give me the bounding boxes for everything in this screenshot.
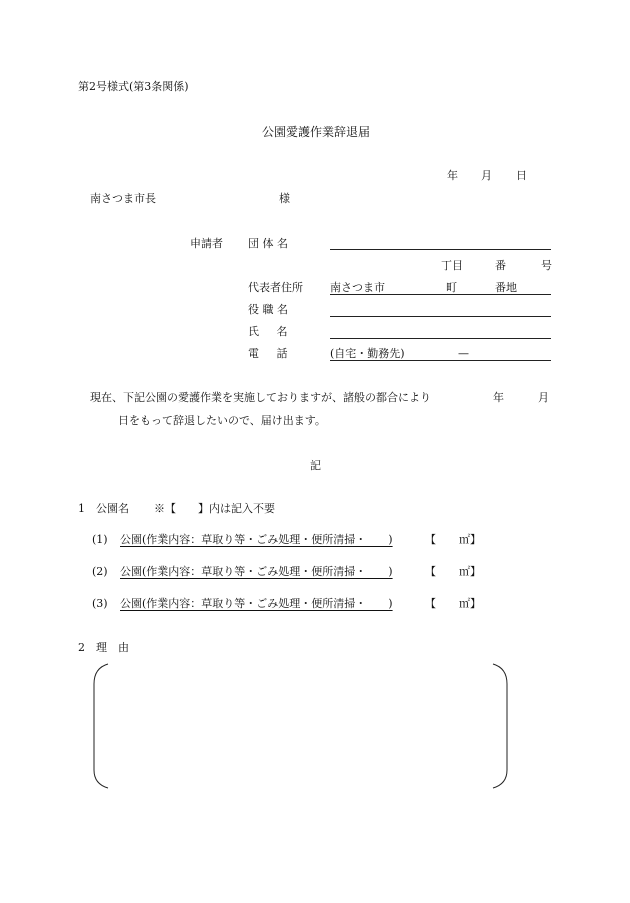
body-line-1: 現在、下記公園の愛護作業を実施しておりますが、諸般の都合により bbox=[90, 391, 431, 404]
park-item-2-unit: ㎡】 bbox=[459, 565, 481, 578]
park-item-3-unit: ㎡】 bbox=[459, 597, 481, 610]
address-ban-label: 番 bbox=[495, 259, 506, 272]
addressee-name: 南さつま市長 bbox=[90, 192, 156, 205]
phone-label: 電 話 bbox=[248, 347, 288, 360]
addressee-honorific: 様 bbox=[279, 192, 290, 205]
date-day: 日 bbox=[516, 169, 527, 182]
rep-address-banchi: 番地 bbox=[495, 281, 517, 294]
body-year: 年 bbox=[493, 391, 504, 404]
applicant-label: 申請者 bbox=[190, 237, 223, 250]
address-chome-label: 丁目 bbox=[441, 259, 463, 272]
park-item-3-text[interactable]: 公園(作業内容：草取り等・ごみ処理・便所清掃・ ) bbox=[120, 597, 393, 610]
rep-address-label: 代表者住所 bbox=[248, 281, 303, 294]
park-item-1-unit: ㎡】 bbox=[459, 533, 481, 546]
ki-heading: 記 bbox=[310, 459, 321, 472]
park-item-1-bracket: 【 bbox=[425, 533, 436, 546]
section1-label: 1 公園名 bbox=[78, 502, 129, 515]
phone-type: (自宅・勤務先) bbox=[330, 347, 405, 360]
form-number: 第2号様式(第3条関係) bbox=[78, 80, 189, 93]
park-item-2-text[interactable]: 公園(作業内容：草取り等・ごみ処理・便所清掃・ ) bbox=[120, 565, 393, 578]
park-item-1-text[interactable]: 公園(作業内容：草取り等・ごみ処理・便所清掃・ ) bbox=[120, 533, 393, 546]
body-line-2: 日をもって辞退したいので、届け出ます。 bbox=[118, 414, 326, 427]
body-month: 月 bbox=[538, 391, 549, 404]
group-name-label: 団 体 名 bbox=[248, 237, 288, 250]
date-month: 月 bbox=[481, 169, 492, 182]
page-title: 公園愛護作業辞退届 bbox=[262, 125, 371, 139]
address-go-label: 号 bbox=[541, 259, 552, 272]
rep-address-town: 町 bbox=[446, 281, 457, 294]
park-item-2-bracket: 【 bbox=[425, 565, 436, 578]
position-label: 役 職 名 bbox=[248, 303, 288, 316]
section1-note: ※【 】内は記入不要 bbox=[154, 502, 275, 515]
park-item-2-no: (2) bbox=[92, 565, 108, 578]
name-label: 氏 名 bbox=[248, 325, 288, 338]
park-item-3-bracket: 【 bbox=[425, 597, 436, 610]
rep-address-city: 南さつま市 bbox=[330, 281, 385, 294]
park-item-1-no: (1) bbox=[92, 533, 108, 546]
phone-dash: — bbox=[458, 347, 469, 360]
section2-label: 2 理 由 bbox=[78, 641, 129, 654]
park-item-3-no: (3) bbox=[92, 597, 108, 610]
date-year: 年 bbox=[447, 169, 458, 182]
